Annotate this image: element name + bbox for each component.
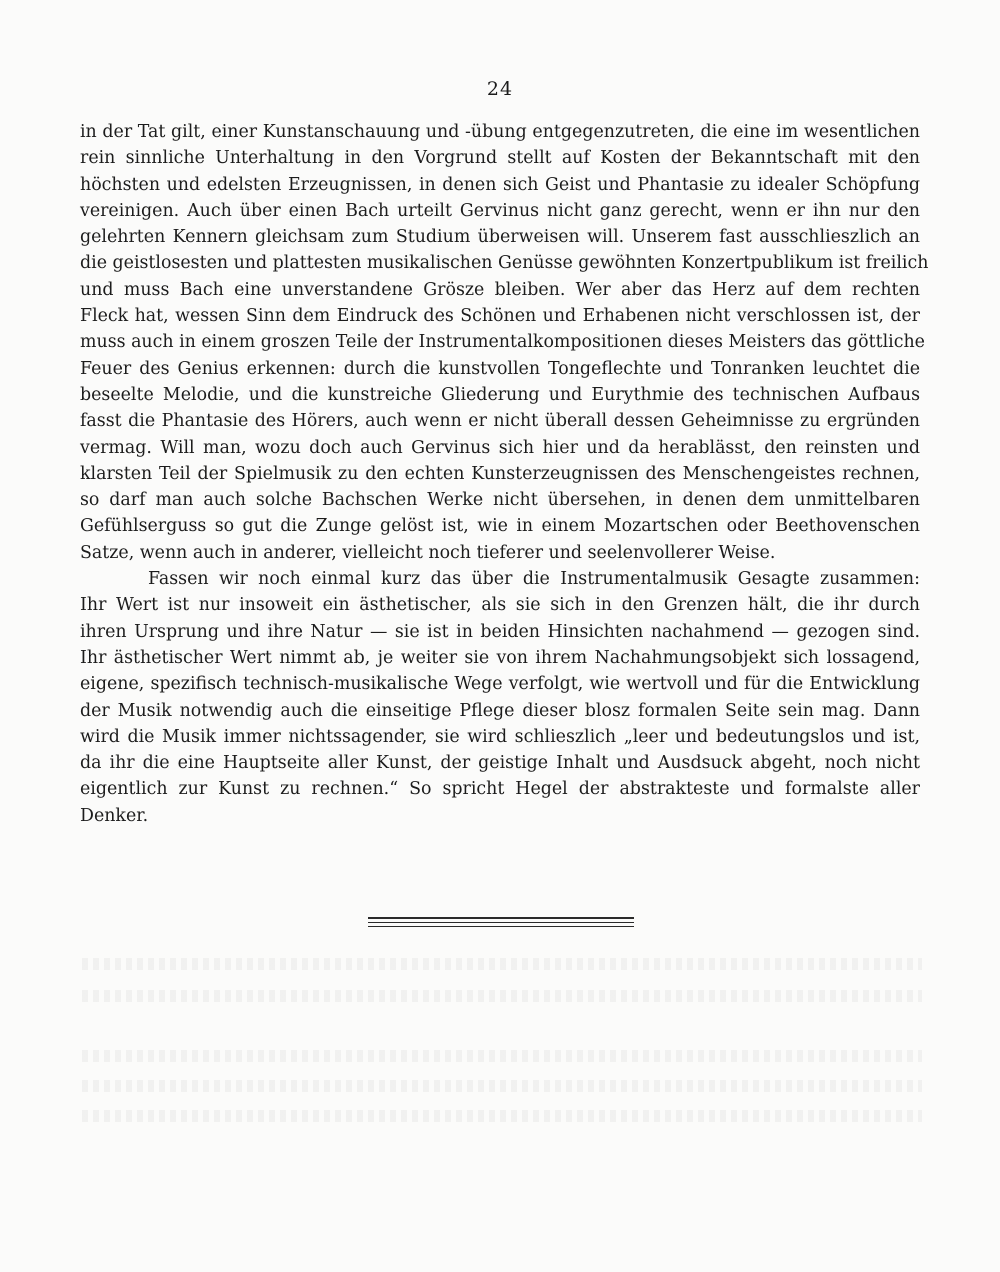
body-text	[80, 119, 929, 829]
text-line: ihren Ursprung und ihre Natur — sie ist in beiden Hinsichten nachahmend — gezogen sind.	[80, 621, 920, 642]
page-number: 24	[486, 78, 514, 100]
text-line: Ihr Wert ist nur insoweit ein ästhetischer, als sie sich in den Grenzen hält, die ihr durch	[80, 595, 920, 616]
text-line: beseelte Melodie, und die kunstreiche Gliederung und Eurythmie des technischen Aufbaus	[80, 384, 920, 405]
text-line: und muss Bach eine unverstandene Grösze bleiben. Wer aber das Herz auf dem rechten	[80, 279, 920, 300]
section-divider-rule	[368, 922, 634, 923]
text-line: fasst die Phantasie des Hörers, auch wenn er nicht überall dessen Geheimnisse zu ergründen	[80, 411, 920, 432]
show-through-shading	[82, 1110, 922, 1122]
paragraph-start-line: Fassen wir noch einmal kurz das über die Instrumentalmusik Gesagte zusammen:	[148, 569, 920, 590]
text-line: die geistlosesten und plattesten musikalischen Genüsse gewöhnten Konzertpublikum ist freilich	[80, 253, 929, 274]
text-line: in der Tat gilt, einer Kunstanschauung und -übung entgegenzutreten, die eine im wesentlichen	[80, 122, 920, 142]
text-line: Gefühlserguss so gut die Zunge gelöst ist, wie in einem Mozartschen oder Beethovenschen	[80, 516, 920, 537]
text-line: Feuer des Genius erkennen: durch die kunstvollen Tongeflechte und Tonranken leuchtet die	[80, 358, 920, 379]
text-line: Denker.	[80, 805, 149, 826]
text-line: muss auch in einem groszen Teile der Instrumentalkompositionen dieses Meisters das göttliche	[80, 332, 925, 353]
text-line: wird die Musik immer nichtssagender, sie wird schlieszlich „leer und bedeutungslos und ist,	[80, 726, 920, 747]
text-line: der Musik notwendig auch die einseitige Pflege dieser blosz formalen Seite sein mag. Dann	[80, 700, 920, 721]
text-line: klarsten Teil der Spielmusik zu den echten Kunsterzeugnissen des Menschengeistes rechnen,	[80, 463, 920, 484]
section-divider-rule	[368, 917, 634, 919]
text-line: eigene, spezifisch technisch-musikalische Wege verfolgt, wie wertvoll und für die Entwicklung	[80, 674, 920, 695]
text-line: vereinigen. Auch über einen Bach urteilt Gervinus nicht ganz gerecht, wenn er ihn nur den	[80, 200, 920, 221]
show-through-shading	[82, 958, 922, 970]
show-through-shading	[82, 1080, 922, 1092]
show-through-shading	[82, 990, 922, 1002]
text-line: so darf man auch solche Bachschen Werke nicht übersehen, in denen dem unmittelbaren	[80, 490, 920, 511]
text-line: da ihr die eine Hauptseite aller Kunst, der geistige Inhalt und Ausdsuck abgeht, noch nicht	[80, 753, 920, 774]
text-line: Ihr ästhetischer Wert nimmt ab, je weiter sie von ihrem Nachahmungsobjekt sich lossagend,	[80, 647, 920, 668]
text-line: eigentlich zur Kunst zu rechnen.“ So spricht Hegel der abstrakteste und formalste aller	[80, 779, 920, 800]
text-line: vermag. Will man, wozu doch auch Gervinus sich hier und da herablässt, den reinsten und	[80, 437, 920, 458]
text-line: Fleck hat, wessen Sinn dem Eindruck des Schönen und Erhabenen nicht verschlossen ist, der	[80, 306, 920, 327]
section-divider-rule	[368, 926, 634, 927]
text-line: höchsten und edelsten Erzeugnissen, in denen sich Geist und Phantasie zu idealer Schöpfung	[80, 174, 920, 195]
text-line: gelehrten Kennern gleichsam zum Studium überweisen will. Unserem fast ausschlieszlich an	[80, 227, 920, 248]
text-line: rein sinnliche Unterhaltung in den Vorgrund stellt auf Kosten der Bekanntschaft mit den	[80, 148, 920, 169]
show-through-shading	[82, 1050, 922, 1062]
text-line: Satze, wenn auch in anderer, vielleicht noch tieferer und seelenvollerer Weise.	[80, 542, 776, 563]
